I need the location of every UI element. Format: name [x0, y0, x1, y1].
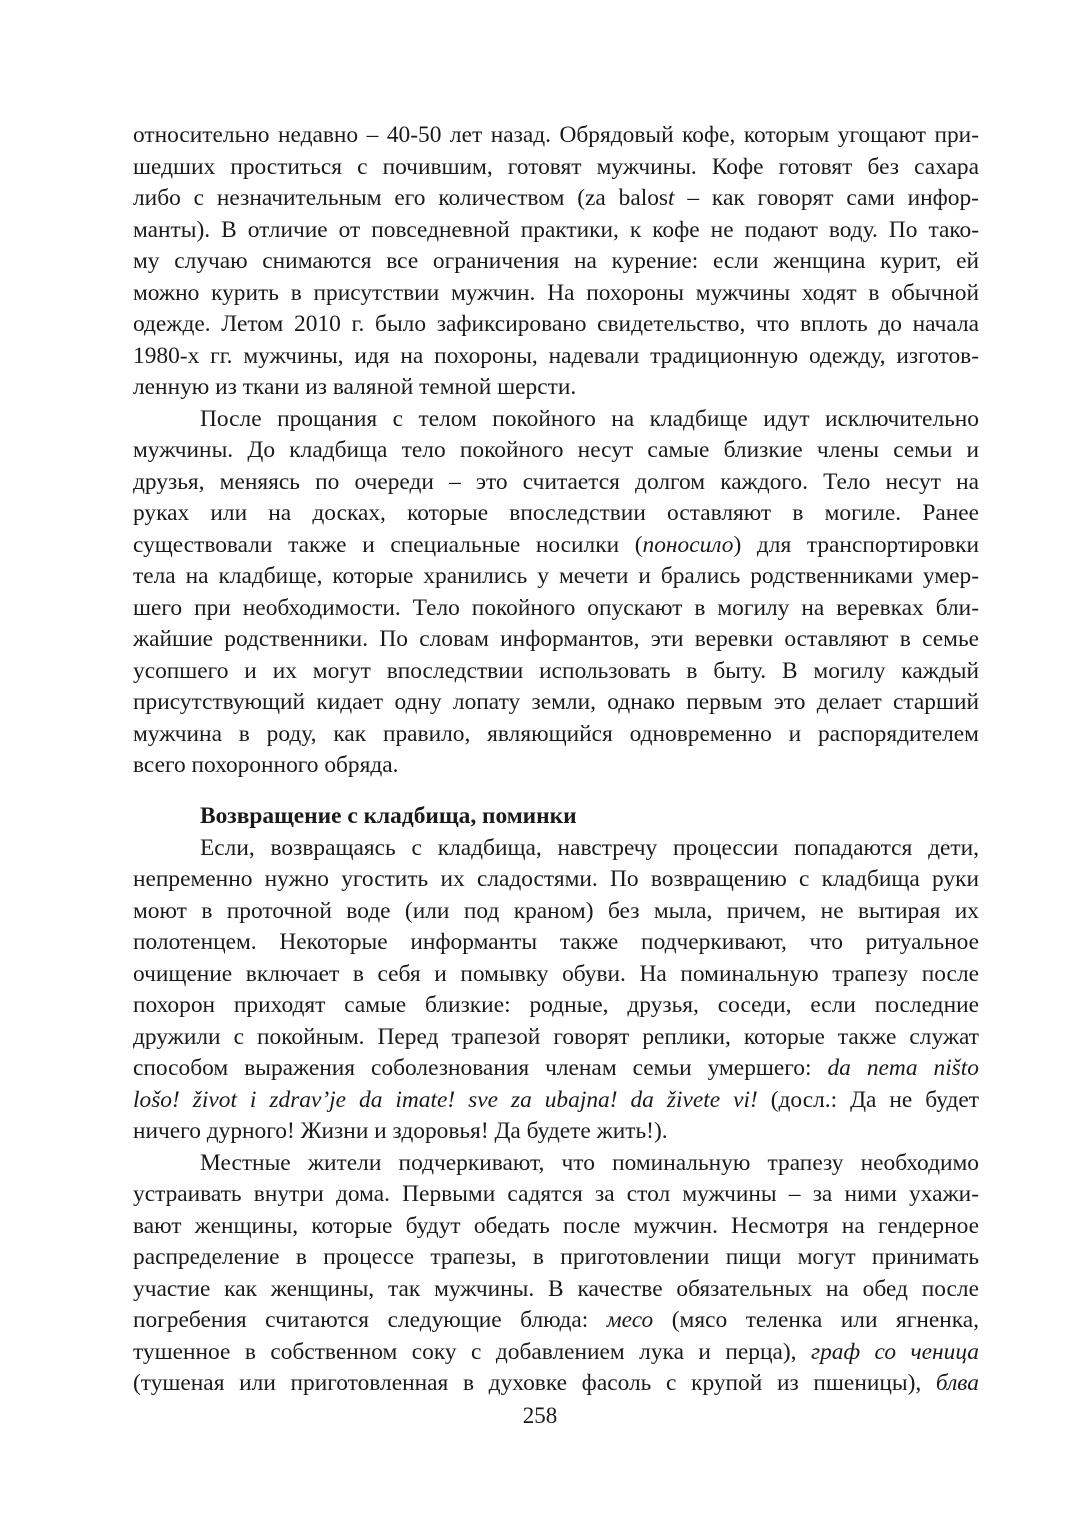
italic-term: граф со ченица [810, 1338, 979, 1365]
text-line: всего похоронного обряда. [133, 752, 399, 778]
text-line: полотенцем. Некоторые информанты также подчеркивают, что ритуальное [133, 929, 979, 955]
text-line: моют в проточной воде (или под краном) без мыла, причем, не вытирая их [133, 897, 979, 924]
text-line: способом выражения соболезнования членам семьи умершего: da nema ništo [133, 1055, 979, 1081]
text-line: участие как женщины, так мужчины. В качестве обязательных на обед после [133, 1275, 979, 1302]
paragraph [133, 120, 979, 404]
italic-term: t [668, 185, 675, 211]
text-line: можно курить в присутствии мужчин. На похороны мужчины ходят в обычной [133, 279, 979, 306]
text-line: мужчины. До кладбища тело покойного несут самые близкие члены семьи и [133, 437, 979, 463]
text-line: тела на кладбище, которые хранились у мечети и брались родственниками умер- [133, 563, 979, 589]
text-line: Если, возвращаясь с кладбища, навстречу процессии попадаются дети, [200, 834, 979, 861]
text-line: ничего дурного! Жизни и здоровья! Да будете жить!). [133, 1118, 668, 1144]
text-line: руках или на досках, которые впоследствии оставляют в могиле. Ранее [133, 500, 979, 526]
text-line: Местные жители подчеркивают, что поминальную трапезу необходимо [200, 1149, 979, 1176]
text-line: друзья, меняясь по очереди – это считается долгом каждого. Тело несут на [133, 468, 979, 495]
text-line: 1980-х гг. мужчины, идя на похороны, надевали традиционную одежду, изготов- [133, 342, 979, 369]
text-line: устраивать внутри дома. Первыми садятся за стол мужчины – за ними ухажи- [133, 1181, 979, 1207]
text-line: шедших проститься с почившим, готовят мужчины. Кофе готовят без сахара [133, 153, 979, 180]
text-line: (тушеная или приготовленная в духовке фасоль с крупой из пшеницы), блва [133, 1370, 979, 1396]
text-line: одежде. Летом 2010 г. было зафиксировано свидетельство, что вплоть до начала [133, 311, 979, 337]
text-line: му случаю снимаются все ограничения на курение: если женщина курит, ей [133, 248, 979, 274]
text-line: lošo! život i zdrav’je da imate! sve za ubajna! da živete vi! (досл.: Да не будет [133, 1086, 979, 1113]
paragraph [133, 833, 979, 1148]
paragraph [133, 404, 979, 782]
text-line: распределение в процессе трапезы, в приготовлении пищи могут принимать [133, 1244, 979, 1270]
text-line: дружили с покойным. Перед трапезой говорят реплики, которые также служат [133, 1023, 979, 1050]
text-line: усопшего и их могут впоследствии использовать в быту. В могилу каждый [133, 657, 979, 684]
page-number: 258 [522, 1403, 558, 1428]
text-line: непременно нужно угостить их сладостями. По возвращению с кладбища руки [133, 866, 979, 892]
section-heading: Возвращение с кладбища, поминки [200, 803, 577, 829]
text-line: тушенное в собственном соку с добавлением лука и перца), граф со ченица [133, 1338, 979, 1365]
text-line: После прощания с телом покойного на кладбище идут исключительно [200, 405, 979, 432]
italic-term: поносило [642, 531, 734, 558]
text-line: погребения считаются следующие блюда: месо (мясо теленка или ягненка, [133, 1307, 979, 1333]
italic-term: da nema ništo [827, 1055, 979, 1081]
text-line: похорон приходят самые близкие: родные, друзья, соседи, если последние [133, 992, 979, 1018]
text-line: вают женщины, которые будут обедать после мужчин. Несмотря на гендерное [133, 1212, 979, 1239]
italic-term: месо [606, 1307, 654, 1333]
text-line: относительно недавно – 40-50 лет назад. Обрядовый кофе, которым угощают при- [133, 122, 979, 148]
text-line: очищение включает в себя и помывку обуви. На поминальную трапезу после [133, 960, 979, 987]
italic-term: lošo! život i zdrav’je da imate! sve za ubajna! da živete vi! [133, 1086, 758, 1113]
text-line: существовали также и специальные носилки (поносило) для транспортировки [133, 531, 979, 558]
section-heading-block [133, 801, 979, 833]
text-line: мужчина в роду, как правило, являющийся одновременно и распорядителем [133, 720, 979, 747]
text-line: шего при необходимости. Тело покойного опускают в могилу на веревках бли- [133, 594, 979, 621]
paragraph [133, 1148, 979, 1400]
text-line: ленную из ткани из валяной темной шерсти. [133, 374, 577, 400]
text-line: присутствующий кидает одну лопату земли, однако первым это делает старший [133, 689, 979, 715]
text-line: либо с незначительным его количеством (za balost – как говорят сами инфор- [133, 185, 979, 211]
text-line: жайшие родственники. По словам информантов, эти веревки оставляют в семье [133, 626, 979, 652]
italic-term: блва [935, 1370, 979, 1396]
text-line: манты). В отличие от повседневной практики, к кофе не подают воду. По тако- [133, 216, 979, 243]
